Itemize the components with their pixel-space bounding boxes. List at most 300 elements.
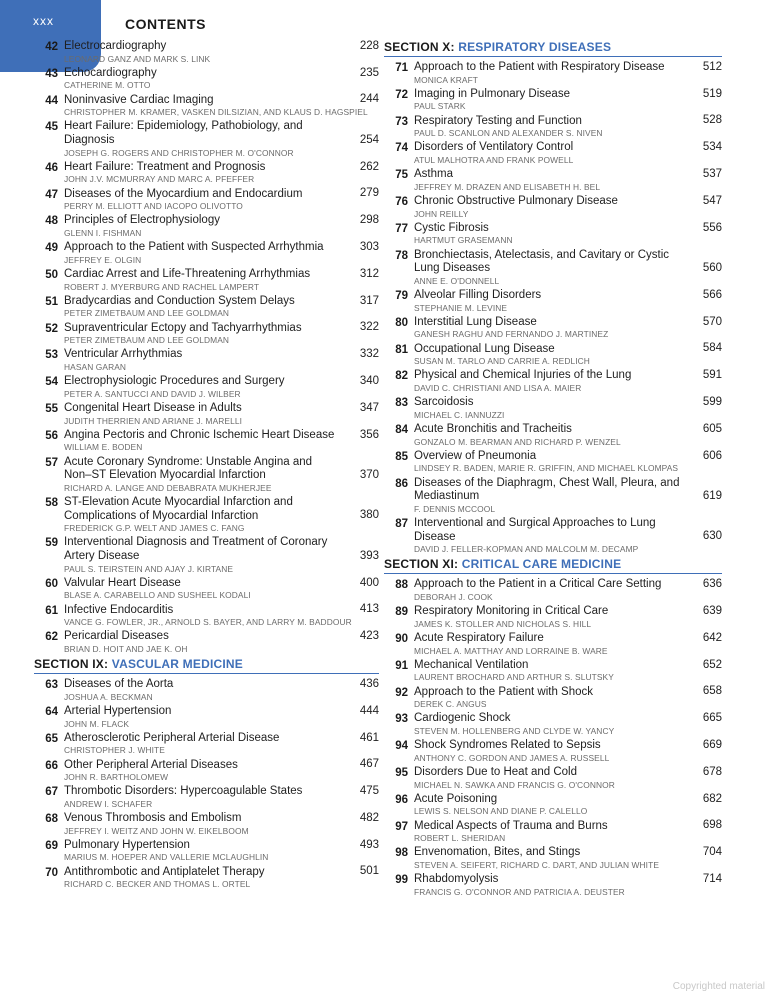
toc-entry[interactable] [34,630,379,654]
chapter-authors: ANNE E. O'DONNELL [414,275,500,286]
chapter-authors: CHRISTOPHER J. WHITE [64,745,165,756]
chapter-number: 77 [395,222,408,235]
chapter-authors: JEFFREY I. WEITZ AND JOHN W. EIKELBOOM [64,825,249,836]
chapter-authors: STEVEN M. HOLLENBERG AND CLYDE W. YANCY [414,725,615,736]
chapter-page-number: 639 [702,604,722,617]
chapter-number: 52 [45,322,58,335]
chapter-number: 78 [395,249,408,262]
toc-entry[interactable] [34,866,379,890]
chapter-page-number: 393 [359,549,379,562]
chapter-authors: BLASE A. CARABELLO AND SUSHEEL KODALI [64,590,251,601]
chapter-title: Medical Aspects of Trauma and Burns [414,819,608,832]
chapter-number: 84 [395,423,408,436]
chapter-page-number: 698 [702,819,722,832]
chapter-title: Diseases of the Diaphragm, Chest Wall, Pleura, and Mediastinum [414,476,680,503]
chapter-authors: GANESH RAGHU AND FERNANDO J. MARTINEZ [414,329,609,340]
chapter-title: Congenital Heart Disease in Adults [64,401,242,414]
chapter-page-number: 493 [359,838,379,851]
chapter-page-number: 619 [702,489,722,502]
chapter-page-number: 714 [702,872,722,885]
chapter-page-number: 356 [359,428,379,441]
chapter-authors: DAVID C. CHRISTIANI AND LISA A. MAIER [414,382,582,393]
chapter-number: 87 [395,517,408,530]
toc-entry[interactable] [34,375,379,399]
chapter-authors: MICHAEL N. SAWKA AND FRANCIS G. O'CONNOR [414,779,615,790]
chapter-title: Diseases of the Aorta [64,678,174,691]
toc-entry[interactable] [34,759,379,783]
toc-entry[interactable] [384,289,722,313]
chapter-title: Mechanical Ventilation [414,658,529,671]
chapter-page-number: 413 [359,603,379,616]
chapter-number: 64 [45,705,58,718]
chapter-number: 57 [45,456,58,469]
chapter-number: 51 [45,295,58,308]
chapter-title: Shock Syndromes Related to Sepsis [414,739,601,752]
chapter-page-number: 262 [359,160,379,173]
chapter-title: Physical and Chemical Injuries of the Lung [414,369,632,382]
toc-entry[interactable] [34,241,379,265]
section-heading [384,40,722,57]
chapter-authors: ATUL MALHOTRA AND FRANK POWELL [414,154,574,165]
chapter-title: Pericardial Diseases [64,630,169,643]
chapter-authors: BRIAN D. HOIT AND JAE K. OH [64,643,188,654]
toc-entry[interactable] [384,141,722,165]
chapter-authors: ANTHONY C. GORDON AND JAMES A. RUSSELL [414,752,610,763]
chapter-number: 48 [45,215,58,228]
chapter-number: 99 [395,874,408,887]
chapter-authors: RICHARD C. BECKER AND THOMAS L. ORTEL [64,879,251,890]
chapter-number: 83 [395,397,408,410]
chapter-page-number: 298 [359,214,379,227]
toc-entry[interactable] [384,517,722,554]
chapter-number: 50 [45,268,58,281]
chapter-title: Chronic Obstructive Pulmonary Disease [414,194,618,207]
section-heading [34,657,379,674]
toc-column-right [384,40,722,900]
chapter-authors: STEPHANIE M. LEVINE [414,302,508,313]
chapter-title: Other Peripheral Arterial Diseases [64,758,238,771]
chapter-authors: JEFFREY M. DRAZEN AND ELISABETH H. BEL [414,181,601,192]
chapter-page-number: 642 [702,631,722,644]
chapter-authors: PETER ZIMETBAUM AND LEE GOLDMAN [64,335,230,346]
chapter-page-number: 652 [702,658,722,671]
chapter-authors: VANCE G. FOWLER, JR., ARNOLD S. BAYER, AND LARRY M. BADDOUR [64,617,352,628]
chapter-title: Asthma [414,168,453,181]
chapter-authors: FRANCIS G. O'CONNOR AND PATRICIA A. DEUSTER [414,886,625,897]
chapter-number: 89 [395,606,408,619]
chapter-page-number: 682 [702,792,722,805]
chapter-authors: GLENN I. FISHMAN [64,227,142,238]
section-name: RESPIRATORY DISEASES [458,40,612,54]
chapter-authors: CHRISTOPHER M. KRAMER, VASKEN DILSIZIAN, AND KLAUS D. HAGSPIEL [64,107,368,118]
chapter-authors: JAMES K. STOLLER AND NICHOLAS S. HILL [414,618,592,629]
chapter-number: 70 [45,866,58,879]
chapter-number: 95 [395,766,408,779]
toc-entry[interactable] [384,88,722,112]
chapter-number: 79 [395,289,408,302]
toc-entry[interactable] [384,659,722,683]
chapter-page-number: 534 [702,141,722,154]
chapter-page-number: 228 [359,39,379,52]
toc-entry[interactable] [34,732,379,756]
chapter-page-number: 519 [702,87,722,100]
chapter-title: Disorders Due to Heat and Cold [414,765,577,778]
chapter-number: 54 [45,376,58,389]
chapter-authors: PAUL D. SCANLON AND ALEXANDER S. NIVEN [414,128,603,139]
chapter-title: Arterial Hypertension [64,704,172,717]
chapter-page-number: 560 [702,261,722,274]
chapter-page-number: 570 [702,315,722,328]
chapter-page-number: 370 [359,468,379,481]
chapter-title: Approach to the Patient in a Critical Care Setting [414,578,662,591]
chapter-title: Interventional and Surgical Approaches to Lung Disease [414,516,656,543]
chapter-title: Acute Respiratory Failure [414,631,544,644]
chapter-authors: JOSHUA A. BECKMAN [64,691,153,702]
chapter-page-number: 347 [359,401,379,414]
toc-entry[interactable] [34,429,379,453]
chapter-title: Approach to the Patient with Suspected Arrhythmia [64,241,324,254]
toc-entry[interactable] [384,369,722,393]
chapter-number: 53 [45,349,58,362]
chapter-number: 98 [395,847,408,860]
chapter-page-number: 400 [359,576,379,589]
chapter-number: 44 [45,94,58,107]
chapter-authors: JOHN M. FLACK [64,718,130,729]
chapter-page-number: 501 [359,865,379,878]
section-prefix: SECTION XI: [384,557,459,572]
chapter-title: Bronchiectasis, Atelectasis, and Cavitary or Cystic Lung Diseases [414,248,670,275]
chapter-title: Heart Failure: Epidemiology, Pathobiology, and Diagnosis [64,120,303,146]
chapter-title: Occupational Lung Disease [414,342,555,355]
chapter-number: 96 [395,793,408,806]
chapter-page-number: 658 [702,685,722,698]
chapter-authors: DEBORAH J. COOK [414,591,493,602]
toc-entry[interactable] [34,348,379,372]
toc-entry[interactable] [34,161,379,185]
chapter-page-number: 678 [702,765,722,778]
chapter-authors: MICHAEL A. MATTHAY AND LORRAINE B. WARE [414,645,608,656]
toc-entry[interactable] [384,396,722,420]
chapter-number: 72 [395,88,408,101]
chapter-title: Noninvasive Cardiac Imaging [64,93,214,106]
toc-entry[interactable] [384,115,722,139]
toc-entry[interactable] [34,496,379,533]
chapter-title: Overview of Pneumonia [414,449,537,462]
chapter-authors: PAUL S. TEIRSTEIN AND AJAY J. KIRTANE [64,563,234,574]
toc-entry[interactable] [384,712,722,736]
chapter-number: 45 [45,121,58,134]
chapter-number: 69 [45,839,58,852]
chapter-number: 97 [395,820,408,833]
chapter-page-number: 704 [702,846,722,859]
chapter-title: Heart Failure: Treatment and Prognosis [64,160,266,173]
chapter-title: ST-Elevation Acute Myocardial Infarction and Complications of Myocardial Infarction [64,495,293,522]
chapter-page-number: 322 [359,321,379,334]
chapter-authors: DAVID J. FELLER-KOPMAN AND MALCOLM M. DECAMP [414,544,639,555]
chapter-page-number: 303 [359,240,379,253]
toc-entry[interactable] [34,188,379,212]
chapter-authors: PETER A. SANTUCCI AND DAVID J. WILBER [64,388,241,399]
chapter-authors: HARTMUT GRASEMANN [414,235,513,246]
chapter-authors: ANDREW I. SCHAFER [64,798,153,809]
chapter-page-number: 312 [359,267,379,280]
chapter-authors: PAUL STARK [414,101,466,112]
toc-entry[interactable] [384,168,722,192]
chapter-title: Respiratory Monitoring in Critical Care [414,605,609,618]
chapter-authors: LEONARD GANZ AND MARK S. LINK [64,53,211,64]
chapter-page-number: 636 [702,578,722,591]
chapter-title: Rhabdomyolysis [414,873,499,886]
chapter-page-number: 630 [702,530,722,543]
copyright-watermark: Copyrighted material [672,981,765,992]
chapter-title: Ventricular Arrhythmias [64,348,183,361]
chapter-title: Venous Thrombosis and Embolism [64,812,242,825]
chapter-title: Echocardiography [64,66,157,79]
chapter-title: Approach to the Patient with Shock [414,685,593,698]
chapter-number: 47 [45,188,58,201]
chapter-authors: CATHERINE M. OTTO [64,80,151,91]
chapter-number: 93 [395,713,408,726]
chapter-number: 80 [395,316,408,329]
chapter-authors: JEFFREY E. OLGIN [64,254,142,265]
chapter-page-number: 332 [359,348,379,361]
toc-entry[interactable] [34,536,379,573]
chapter-number: 88 [395,579,408,592]
chapter-page-number: 606 [702,449,722,462]
chapter-title: Cardiac Arrest and Life-Threatening Arrhythmias [64,267,311,280]
toc-entry[interactable] [34,402,379,426]
chapter-authors: LEWIS S. NELSON AND DIANE P. CALELLO [414,806,588,817]
toc-entry[interactable] [384,316,722,340]
chapter-number: 82 [395,370,408,383]
chapter-number: 59 [45,537,58,550]
chapter-page-number: 528 [702,114,722,127]
toc-entry[interactable] [34,94,379,118]
chapter-title: Envenomation, Bites, and Stings [414,846,581,859]
chapter-title: Valvular Heart Disease [64,576,181,589]
toc-entry[interactable] [34,214,379,238]
chapter-page-number: 244 [359,93,379,106]
chapter-authors: ROBERT J. MYERBURG AND RACHEL LAMPERT [64,281,260,292]
toc-entry[interactable] [384,578,722,602]
chapter-page-number: 665 [702,712,722,725]
section-heading [384,557,722,574]
toc-entry[interactable] [34,295,379,319]
chapter-authors: HASAN GARAN [64,361,127,372]
chapter-page-number: 380 [359,509,379,522]
chapter-page-number: 254 [359,133,379,146]
chapter-number: 58 [45,496,58,509]
chapter-title: Acute Poisoning [414,792,498,805]
chapter-authors: F. DENNIS MCCOOL [414,503,496,514]
chapter-page-number: 584 [702,342,722,355]
chapter-title: Diseases of the Myocardium and Endocardium [64,187,303,200]
chapter-title: Principles of Electrophysiology [64,214,220,227]
toc-entry[interactable] [384,632,722,656]
chapter-number: 86 [395,477,408,490]
toc-entry[interactable] [384,686,722,710]
chapter-number: 71 [395,62,408,74]
chapter-authors: MICHAEL C. IANNUZZI [414,409,505,420]
chapter-authors: RICHARD A. LANGE AND DEBABRATA MUKHERJEE [64,482,272,493]
chapter-page-number: 475 [359,785,379,798]
chapter-title: Electrocardiography [64,40,167,52]
chapter-number: 42 [45,41,58,53]
chapter-authors: STEVEN A. SEIFERT, RICHARD C. DART, AND JULIAN WHITE [414,859,660,870]
chapter-page-number: 436 [359,677,379,690]
chapter-title: Disorders of Ventilatory Control [414,141,574,154]
chapter-authors: JUDITH THERRIEN AND ARIANE J. MARELLI [64,415,243,426]
chapter-number: 73 [395,115,408,128]
chapter-authors: ROBERT L. SHERIDAN [414,833,506,844]
chapter-number: 92 [395,686,408,699]
chapter-title: Thrombotic Disorders: Hypercoagulable States [64,785,303,798]
toc-entry[interactable] [384,343,722,367]
toc-entry[interactable] [34,604,379,628]
toc-entry[interactable] [384,739,722,763]
toc-entry[interactable] [384,820,722,844]
chapter-page-number: 669 [702,738,722,751]
chapter-page-number: 317 [359,294,379,307]
chapter-authors: FREDERICK G.P. WELT AND JAMES C. FANG [64,523,245,534]
toc-entry[interactable] [384,195,722,219]
chapter-title: Atherosclerotic Peripheral Arterial Disease [64,731,280,744]
chapter-page-number: 482 [359,811,379,824]
toc-entry[interactable] [34,67,379,91]
chapter-number: 74 [395,142,408,155]
toc-entry[interactable] [384,423,722,447]
chapter-authors: JOHN J.V. MCMURRAY AND MARC A. PFEFFER [64,174,255,185]
chapter-title: Infective Endocarditis [64,603,174,616]
chapter-title: Sarcoidosis [414,396,474,409]
chapter-page-number: 591 [702,369,722,382]
chapter-authors: JOHN REILLY [414,208,469,219]
chapter-title: Interventional Diagnosis and Treatment of Coronary Artery Disease [64,536,328,562]
chapter-authors: PERRY M. ELLIOTT AND IACOPO OLIVOTTO [64,201,243,212]
toc-entry[interactable] [384,61,722,85]
toc-entry[interactable] [34,785,379,809]
toc-entry[interactable] [384,477,722,514]
toc-entry[interactable] [384,846,722,870]
chapter-number: 63 [45,679,58,692]
chapter-title: Cystic Fibrosis [414,221,489,234]
chapter-number: 90 [395,632,408,645]
toc-entry[interactable] [384,450,722,474]
toc-entry[interactable] [384,249,722,286]
chapter-title: Electrophysiologic Procedures and Surgery [64,375,285,388]
toc-entry[interactable] [34,268,379,292]
chapter-title: Angina Pectoris and Chronic Ischemic Heart Disease [64,428,335,441]
chapter-number: 75 [395,169,408,182]
toc-entry[interactable] [34,705,379,729]
chapter-authors: LAURENT BROCHARD AND ARTHUR S. SLUTSKY [414,672,614,683]
chapter-page-number: 467 [359,758,379,771]
chapter-number: 46 [45,161,58,174]
chapter-number: 67 [45,786,58,799]
chapter-number: 60 [45,577,58,590]
page-title: CONTENTS [125,16,206,32]
chapter-authors: MARIUS M. HOEPER AND VALLERIE MCLAUGHLIN [64,852,269,863]
chapter-number: 94 [395,740,408,753]
chapter-number: 65 [45,732,58,745]
chapter-title: Cardiogenic Shock [414,712,511,725]
chapter-page-number: 340 [359,374,379,387]
chapter-authors: PETER ZIMETBAUM AND LEE GOLDMAN [64,308,230,319]
chapter-page-number: 235 [359,66,379,79]
chapter-title: Bradycardias and Conduction System Delays [64,294,295,307]
toc-entry[interactable] [34,577,379,601]
section-name: CRITICAL CARE MEDICINE [461,557,622,572]
toc-entry[interactable] [34,120,379,157]
toc-column-left [34,40,379,892]
toc-entry[interactable] [34,456,379,493]
chapter-page-number: 556 [702,221,722,234]
toc-entry[interactable] [384,605,722,629]
toc-entry[interactable] [34,40,379,64]
chapter-number: 91 [395,659,408,672]
chapter-authors: JOSEPH G. ROGERS AND CHRISTOPHER M. O'CONNOR [64,147,294,158]
chapter-title: Antithrombotic and Antiplatelet Therapy [64,865,265,878]
chapter-authors: DEREK C. ANGUS [414,699,487,710]
chapter-title: Pulmonary Hypertension [64,838,190,851]
chapter-number: 43 [45,67,58,80]
chapter-page-number: 423 [359,630,379,643]
chapter-authors: LINDSEY R. BADEN, MARIE R. GRIFFIN, AND MICHAEL KLOMPAS [414,463,679,474]
chapter-number: 62 [45,631,58,644]
section-prefix: SECTION X: [384,40,455,54]
toc-entry[interactable] [384,793,722,817]
chapter-page-number: 605 [702,422,722,435]
chapter-number: 56 [45,429,58,442]
chapter-title: Acute Coronary Syndrome: Unstable Angina and Non–ST Elevation Myocardial Infarction [64,455,313,482]
chapter-title: Acute Bronchitis and Tracheitis [414,422,572,435]
toc-entry[interactable] [34,812,379,836]
chapter-authors: GONZALO M. BEARMAN AND RICHARD P. WENZEL [414,436,621,447]
chapter-page-number: 599 [702,395,722,408]
chapter-title: Alveolar Filling Disorders [414,288,542,301]
chapter-title: Imaging in Pulmonary Disease [414,87,570,100]
chapter-page-number: 444 [359,704,379,717]
toc-entry[interactable] [384,222,722,246]
chapter-page-number: 512 [702,60,722,73]
chapter-number: 85 [395,450,408,463]
section-prefix: SECTION IX: [34,657,109,672]
toc-entry[interactable] [34,322,379,346]
chapter-title: Respiratory Testing and Function [414,114,582,127]
chapter-page-number: 566 [702,288,722,301]
toc-entry[interactable] [384,873,722,897]
toc-entry[interactable] [34,839,379,863]
chapter-page-number: 279 [359,187,379,200]
chapter-number: 55 [45,402,58,415]
page-number: xxx [33,14,54,28]
chapter-title: Approach to the Patient with Respiratory Disease [414,61,665,73]
section-name: VASCULAR MEDICINE [111,657,243,672]
toc-entry[interactable] [34,678,379,702]
chapter-authors: JOHN R. BARTHOLOMEW [64,772,169,783]
chapter-page-number: 547 [702,194,722,207]
chapter-number: 66 [45,759,58,772]
chapter-authors: SUSAN M. TARLO AND CARRIE A. REDLICH [414,356,590,367]
chapter-number: 68 [45,813,58,826]
chapter-authors: WILLIAM E. BODEN [64,442,143,453]
chapter-number: 49 [45,242,58,255]
toc-entry[interactable] [384,766,722,790]
chapter-authors: MONICA KRAFT [414,74,479,85]
chapter-number: 61 [45,604,58,617]
chapter-number: 81 [395,343,408,356]
chapter-page-number: 537 [702,167,722,180]
